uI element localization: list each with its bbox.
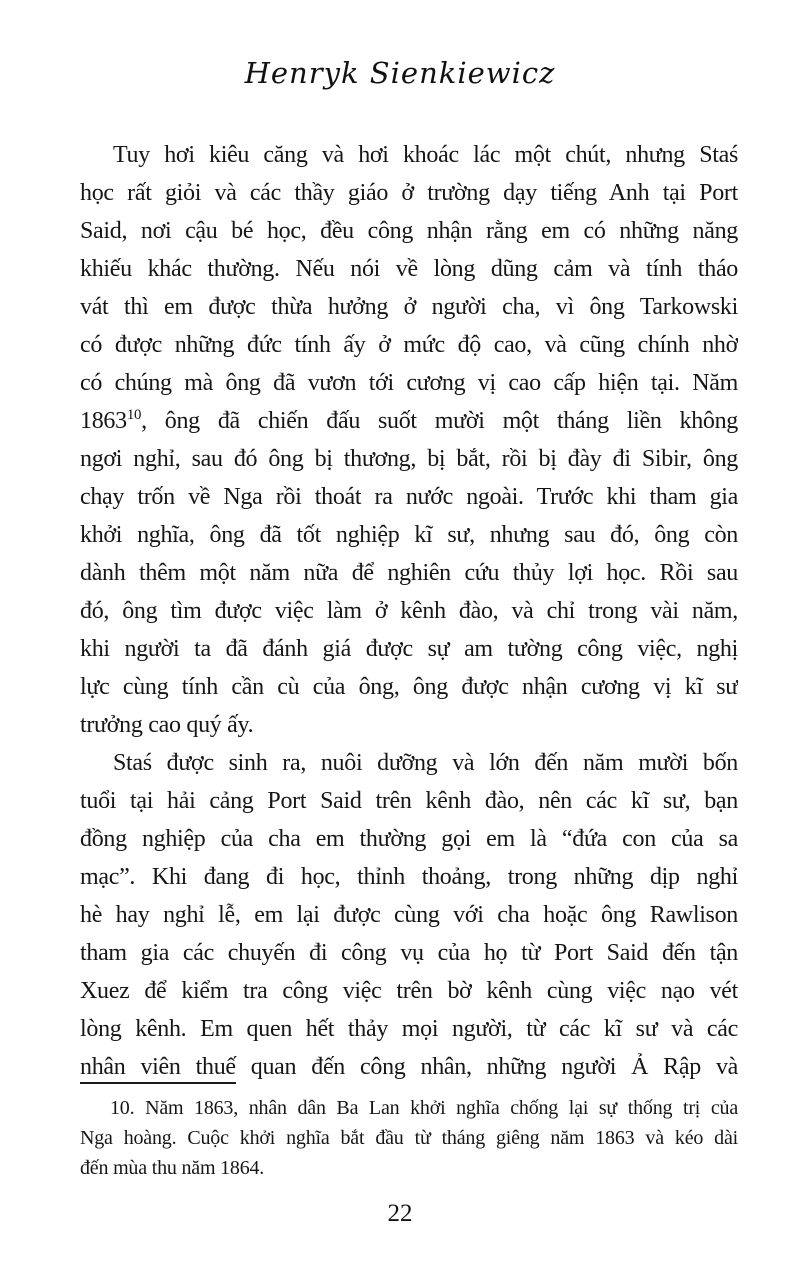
footnote-line: đến mùa thu năm 1864. [80,1157,265,1179]
underlined-phrase: nhân viên thuế [80,1054,236,1084]
body-line: trưởng cao quý ấy. [80,712,254,738]
footnote-block [80,1093,738,1183]
body-line: ngơi nghỉ, sau đó ông bị thương, bị bắt, rồi bị đày đi Sibir, ông [80,446,738,472]
body-line: Staś được sinh ra, nuôi dưỡng và lớn đến năm mười bốn [113,750,738,776]
body-line: đó, ông tìm được việc làm ở kênh đào, và chỉ trong vài năm, [80,598,738,624]
body-text [80,136,738,1086]
body-line: Xuez để kiểm tra công việc trên bờ kênh cùng việc nạo vét [80,978,738,1004]
body-line: dành thêm một năm nữa để nghiên cứu thủy lợi học. Rồi sau [80,560,738,586]
footnote-line: 10. Năm 1863, nhân dân Ba Lan khởi nghĩa chống lại sự thống trị của [110,1097,738,1119]
body-line: có chúng mà ông đã vươn tới cương vị cao cấp hiện tại. Năm [80,370,738,396]
body-line: tuổi tại hải cảng Port Said trên kênh đào, nên các kĩ sư, bạn [80,788,738,814]
author-name: Henryk Sienkiewicz [244,56,556,90]
footnote-ref-10: 10 [126,407,142,423]
body-line: khiếu khác thường. Nếu nói về lòng dũng cảm và tính tháo [80,256,738,282]
body-line: đồng nghiệp của cha em thường gọi em là “đứa con của sa [80,826,738,852]
body-line: khi người ta đã đánh giá được sự am tường công việc, nghị [80,636,738,662]
year-text: 1863 [80,408,127,434]
body-line: lực cùng tính cần cù của ông, ông được nhận cương vị kĩ sư [80,674,738,700]
body-line: hè hay nghỉ lễ, em lại được cùng với cha hoặc ông Rawlison [80,902,738,928]
footnote-line: Nga hoàng. Cuộc khởi nghĩa bắt đầu từ tháng giêng năm 1863 và kéo dài [80,1127,738,1149]
body-line: Tuy hơi kiêu căng và hơi khoác lác một chút, nhưng Staś [113,142,738,168]
page-number: 22 [387,1200,413,1227]
body-line: học rất giỏi và các thầy giáo ở trường dạy tiếng Anh tại Port [80,180,738,206]
body-line-with-footnote-ref [80,402,738,440]
body-line: Said, nơi cậu bé học, đều công nhận rằng em có những năng [80,218,738,244]
body-line-with-underline [80,1048,738,1086]
body-line: có được những đức tính ấy ở mức độ cao, và cũng chính nhờ [80,332,738,358]
body-line: vát thì em được thừa hưởng ở người cha, vì ông Tarkowski [80,294,738,320]
body-line: tham gia các chuyến đi công vụ của họ từ Port Said đến tận [80,940,738,966]
body-line-continuation: quan đến công nhân, những người Ả Rập và [235,1054,738,1080]
body-line: khởi nghĩa, ông đã tốt nghiệp kĩ sư, nhưng sau đó, ông còn [80,522,738,548]
body-line: lòng kênh. Em quen hết thảy mọi người, từ các kĩ sư và các [80,1016,738,1042]
body-line: mạc”. Khi đang đi học, thỉnh thoảng, trong những dịp nghỉ [80,864,738,890]
body-line: chạy trốn về Nga rồi thoát ra nước ngoài. Trước khi tham gia [80,484,738,510]
body-line-continuation: , ông đã chiến đấu suốt mười một tháng liền không [141,408,738,434]
